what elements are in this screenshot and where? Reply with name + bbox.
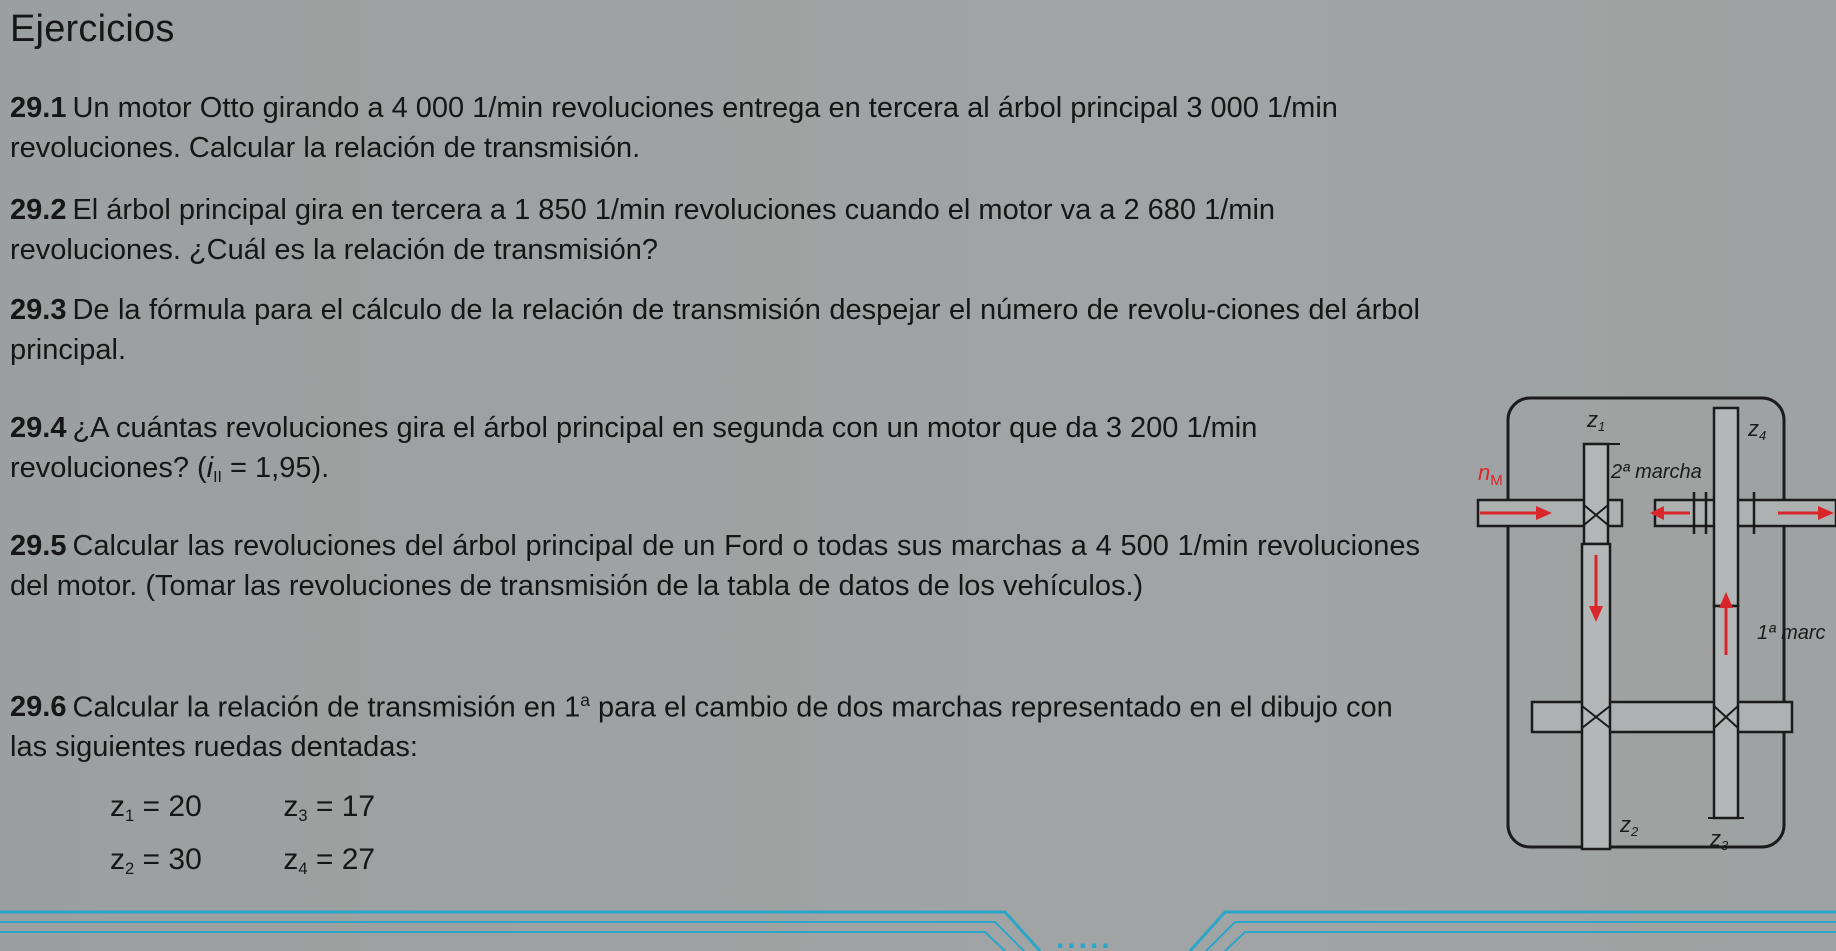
gear-sub: 3 — [298, 806, 308, 825]
exercise-29-6 — [10, 680, 1420, 767]
label-1a-marcha: 1ª marc — [1757, 622, 1826, 644]
gear-row — [110, 785, 448, 838]
gear-sub: 4 — [298, 859, 308, 878]
page-title: Ejercicios — [10, 8, 175, 50]
exercise-number: 29.5 — [10, 530, 67, 562]
gear-var: z — [110, 842, 125, 876]
gear-z4 — [283, 838, 448, 891]
countershaft — [1532, 702, 1792, 732]
gear-z1 — [110, 785, 275, 838]
gear-var: z — [110, 790, 125, 823]
gear-value: = 17 — [315, 790, 376, 823]
exercise-number: 29.6 — [10, 691, 67, 724]
exercise-number: 29.1 — [10, 92, 67, 124]
footer-decoration — [0, 895, 1836, 951]
gear-sub: 1 — [125, 806, 135, 825]
exercise-29-2 — [10, 190, 1420, 270]
label-z4: z4 — [1748, 416, 1767, 443]
gear-values — [110, 785, 448, 891]
exercise-text-end: = 1,95). — [221, 452, 330, 484]
exercise-text: ¿A cuántas revoluciones gira el árbol principal en segunda con un motor que da 3 200 1/min revoluciones? ( — [10, 412, 1258, 484]
exercise-text: El árbol principal gira en tercera a 1 850 1/min revoluciones cuando el motor va a 2 680 1/min revoluciones. ¿Cuál es la relación de transmisión? — [10, 194, 1276, 266]
exercise-text: Calcular las revoluciones del árbol principal de un Ford o todas sus marchas a 4 500 1/min revoluciones del motor. (Tomar las revoluciones de transmisión de la tabla de datos de los vehículos.) — [10, 530, 1420, 602]
gear-z1-shape — [1584, 444, 1608, 544]
gear-z2 — [110, 838, 275, 891]
ratio-subscript: II — [213, 468, 222, 486]
exercise-29-3 — [10, 290, 1420, 370]
ratio-symbol: i — [206, 452, 214, 484]
gear-value: = 20 — [142, 790, 202, 823]
gear-z3 — [283, 785, 448, 838]
exercise-text: Calcular la relación de transmisión en 1 — [72, 691, 581, 724]
gear-sub: 2 — [125, 859, 135, 878]
exercise-text: De la fórmula para el cálculo de la relación de transmisión despejar el número de revolu-ciones del árbol principal. — [10, 294, 1420, 366]
footer-dots: ..... — [1056, 922, 1113, 951]
gear-var: z — [283, 842, 299, 876]
exercise-29-1 — [10, 88, 1420, 168]
ordinal-superscript: a — [580, 690, 590, 710]
exercise-number: 29.2 — [10, 194, 67, 226]
gear-value: = 30 — [142, 842, 202, 876]
exercise-29-5 — [10, 526, 1420, 606]
gear-var: z — [283, 790, 299, 823]
exercise-text: Un motor Otto girando a 4 000 1/min revoluciones entrega en tercera al árbol principal 3 000 1/min revoluciones. Calcular la relación de transmisión. — [10, 92, 1338, 164]
label-2a-marcha: 2ª marcha — [1611, 461, 1702, 483]
gearbox-diagram — [1470, 390, 1836, 860]
label-nm: $n_M$ — [1478, 460, 1503, 489]
exercise-29-4 — [10, 408, 1420, 498]
label-z3: z3 — [1710, 826, 1729, 853]
exercise-number: 29.4 — [10, 412, 67, 444]
label-z2: z2 — [1620, 812, 1639, 839]
gear-row — [110, 838, 448, 891]
gear-value: = 27 — [315, 842, 376, 876]
exercise-number: 29.3 — [10, 294, 67, 326]
label-z1: z1 — [1587, 407, 1606, 434]
gear-z4-shape — [1714, 408, 1738, 606]
exercise-text-end: para el cambio de dos marchas representado en el dibujo con las siguientes ruedas dentadas: — [10, 691, 1393, 764]
